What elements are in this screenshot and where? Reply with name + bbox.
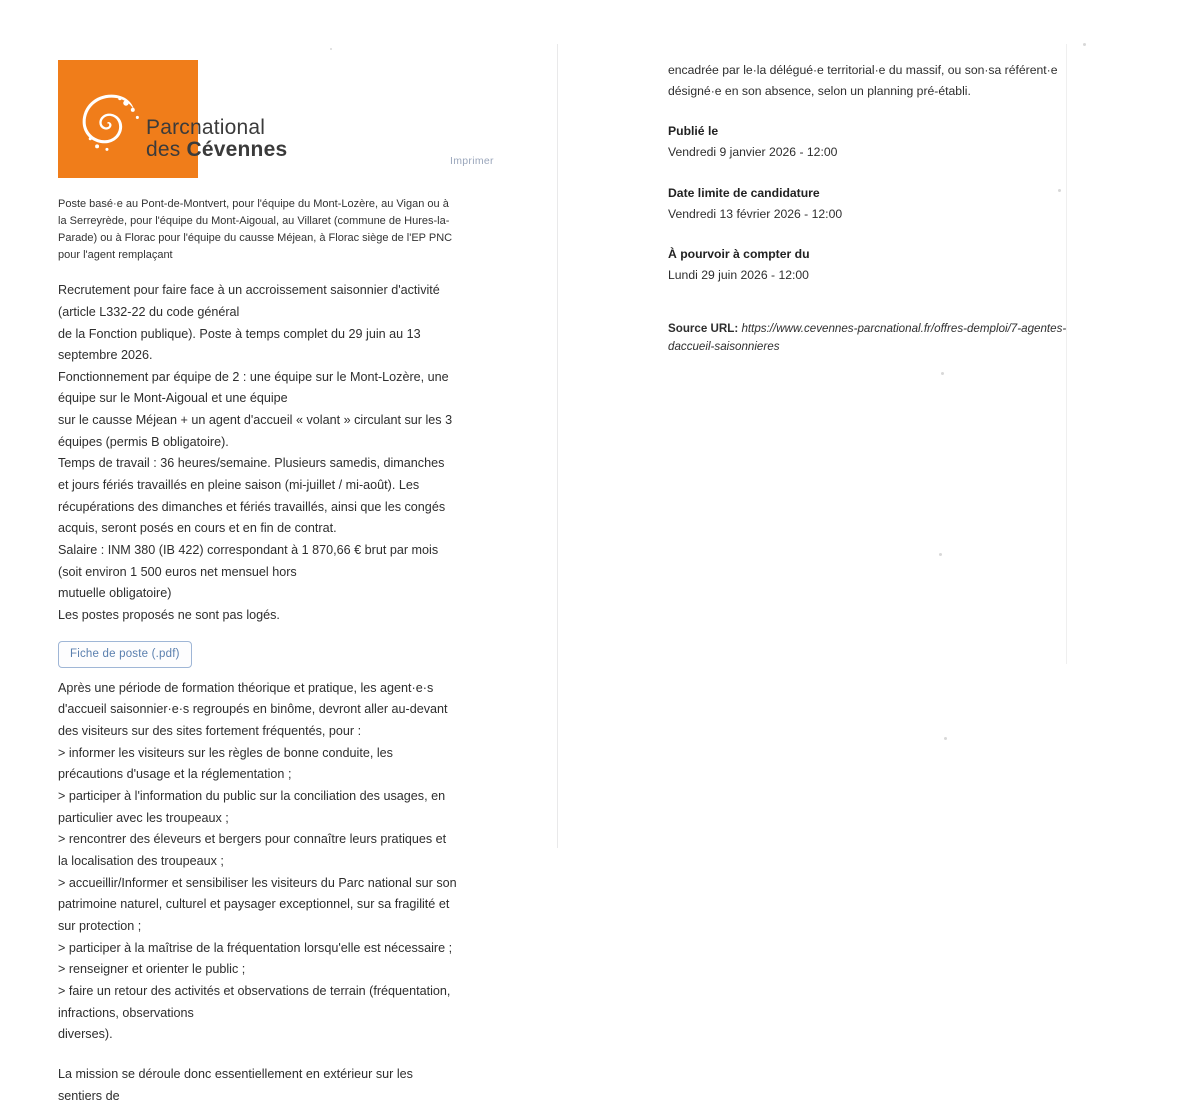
mission-description <box>58 678 458 1046</box>
continuation-paragraph: désigné·e en son absence, selon un planning pré-établi. <box>668 83 971 98</box>
mission-bullet: > participer à la maîtrise de la fréquentation lorsqu'elle est nécessaire ; <box>58 940 453 955</box>
source-url-block <box>668 320 1068 357</box>
document-right-column <box>668 60 1068 357</box>
job-description-body <box>58 280 458 627</box>
body-paragraph: de la Fonction publique). Poste à temps complet du 29 juin au 13 septembre 2026. <box>58 326 421 363</box>
job-location-lead: Poste basé·e au Pont-de-Montvert, pour l'équipe du Mont-Lozère, au Vigan ou à la Serreyrède, pour l'équipe du Mont-Aigoual, au Villaret (commune de Hures-la-Parade) ou à Florac pour l'équipe du causse Méjean, à Florac siège de l'EP PNC pour l'agent remplaçant <box>58 198 453 262</box>
body-paragraph: Salaire : INM 380 (IB 422) correspondant à 1 870,66 € brut par mois (soit environ 1 500 euros net mensuel hors <box>58 543 439 579</box>
scan-speck <box>944 737 947 740</box>
meta-value-deadline: Vendredi 13 février 2026 - 12:00 <box>668 206 843 221</box>
source-url-value[interactable]: https://www.cevennes-parcnational.fr/offres-demploi/7-agentes-daccueil-saisonnieres <box>668 321 1067 354</box>
print-button[interactable]: Imprimer <box>450 155 494 167</box>
scan-speck <box>1083 43 1086 46</box>
body-paragraph: Fonctionnement par équipe de 2 : une équipe sur le Mont-Lozère, une équipe sur le Mont-Aigoual et une équipe <box>58 369 449 406</box>
logo-wordmark <box>146 117 287 161</box>
logo-line-3: Cévennes <box>186 137 288 161</box>
body-paragraph: sur le causse Méjean + un agent d'accueil « volant » circulant sur les 3 équipes (permis B obligatoire). <box>58 413 453 449</box>
source-url-label: Source URL: <box>668 321 739 335</box>
meta-start-date <box>668 244 1068 285</box>
mission-bullet: > informer les visiteurs sur les règles de bonne conduite, les précautions d'usage et la réglementation ; <box>58 745 393 782</box>
scan-speck <box>330 48 332 50</box>
continuation-paragraph: encadrée par le·la délégué·e territorial·e du massif, ou son·sa référent·e <box>668 63 1058 77</box>
mission-intro: Après une période de formation théorique et pratique, les agent·e·s d'accueil saisonnier·e·s regroupés en binôme, devront aller au-devant des visiteurs sur des sites fortement fréquentés, pour : <box>58 680 448 738</box>
body-paragraph: Temps de travail : 36 heures/semaine. Plusieurs samedis, dimanches et jours fériés travaillés en pleine saison (mi-juillet / mi-août). Les récupérations des dimanches et fériés travaillés, ainsi que les congés acquis, seront posés en cours et en fin de contrat. <box>58 456 446 536</box>
mission-bullet: > accueillir/Informer et sensibiliser les visiteurs du Parc national sur son patrimoine naturel, culturel et paysager exceptionnel, sur sa fragilité et sur protection ; <box>58 875 457 933</box>
mission-bullet: > faire un retour des activités et observations de terrain (fréquentation, infractions, observations <box>58 983 451 1020</box>
mission-tail-text: La mission se déroule donc essentiellement en extérieur sur les sentiers de <box>58 1066 413 1103</box>
scan-speck <box>939 553 942 556</box>
logo-line-1: Parcnational <box>146 116 266 139</box>
mission-bullet: > participer à l'information du public sur la conciliation des usages, en particulier avec les troupeaux ; <box>58 788 446 825</box>
body-paragraph: mutuelle obligatoire) <box>58 586 172 601</box>
body-paragraph: Les postes proposés ne sont pas logés. <box>58 608 280 623</box>
meta-label-published: Publié le <box>668 124 719 139</box>
meta-label-deadline: Date limite de candidature <box>668 185 820 200</box>
spiral-swirl-icon <box>72 84 148 160</box>
meta-label-start-date: À pourvoir à compter du <box>668 247 810 262</box>
meta-published <box>668 121 1068 162</box>
meta-value-start-date: Lundi 29 juin 2026 - 12:00 <box>668 268 809 283</box>
scan-speck <box>941 372 944 375</box>
logo-line-2: des <box>146 137 181 161</box>
meta-deadline <box>668 183 1068 224</box>
body-paragraph: Recrutement pour faire face à un accroissement saisonnier d'activité (article L332-22 du code général <box>58 283 440 319</box>
job-sheet-pdf-button[interactable]: Fiche de poste (.pdf) <box>58 641 192 668</box>
meta-value-published: Vendredi 9 janvier 2026 - 12:00 <box>668 145 838 160</box>
mission-bullet: > renseigner et orienter le public ; <box>58 962 246 977</box>
document-left-column <box>58 60 494 1107</box>
mission-bullet: diverses). <box>58 1027 113 1042</box>
scan-fold-line-left <box>557 44 558 848</box>
mission-bullet: > rencontrer des éleveurs et bergers pour connaître leurs pratiques et la localisation des troupeaux ; <box>58 832 447 868</box>
